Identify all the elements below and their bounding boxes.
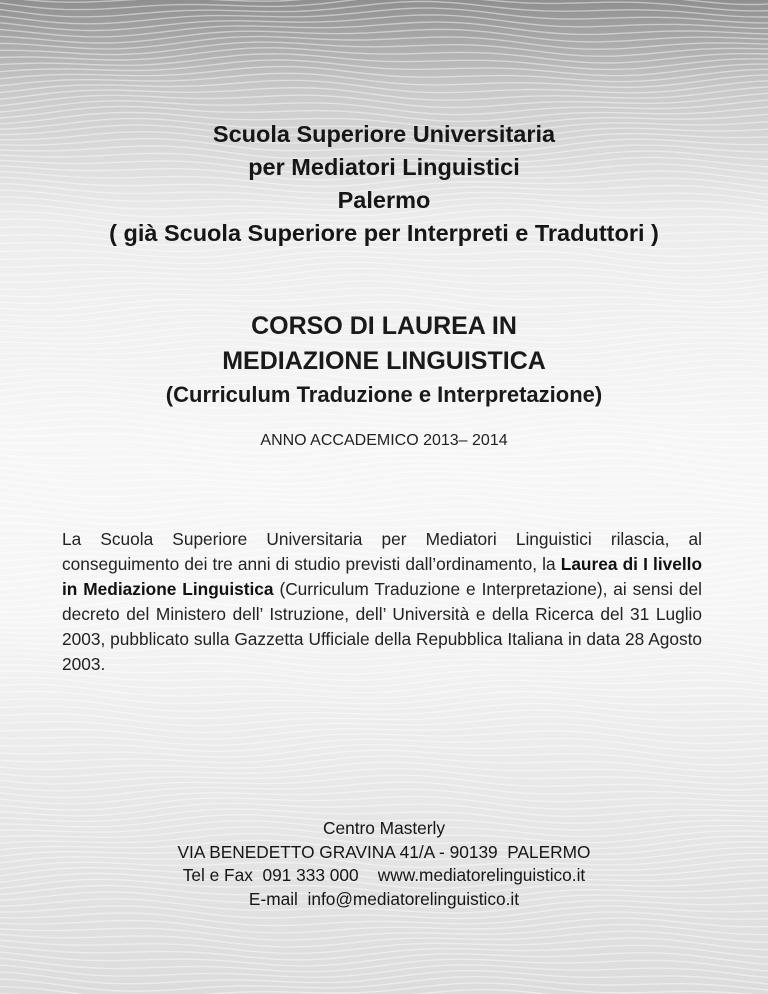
course-title bbox=[0, 309, 768, 411]
school-name-line2: per Mediatori Linguistici bbox=[248, 154, 520, 180]
paragraph-text-part2: (Curriculum Traduzione e Interpretazione), ai sensi del decreto del Ministero dell’ Istruzione, dell’ Università e della Ricerca del 31 Luglio 2003, pubblicato sulla Gazzetta Ufficiale della Repubblica Italiana in data 28 Agosto 2003. bbox=[62, 579, 702, 674]
contact-block bbox=[0, 817, 768, 911]
school-header bbox=[0, 118, 768, 250]
school-city: Palermo bbox=[337, 187, 431, 213]
course-curriculum: (Curriculum Traduzione e Interpretazione) bbox=[165, 382, 603, 407]
contact-address: VIA BENEDETTO GRAVINA 41/A - 90139 PALERMO bbox=[177, 841, 591, 862]
degree-name: Laurea di I livello in Mediazione Linguistica bbox=[62, 554, 703, 599]
school-name-line1: Scuola Superiore Universitaria bbox=[212, 121, 556, 147]
contact-email: E-mail info@mediatorelinguistico.it bbox=[248, 888, 520, 909]
course-title-line1: CORSO DI LAUREA IN bbox=[251, 312, 517, 340]
contact-phone-website: Tel e Fax 091 333 000 www.mediatorelinguistico.it bbox=[182, 865, 586, 885]
contact-name: Centro Masterly bbox=[323, 818, 445, 838]
course-title-line2: MEDIAZIONE LINGUISTICA bbox=[222, 347, 546, 375]
description-paragraph bbox=[62, 527, 702, 677]
academic-year: ANNO ACCADEMICO 2013– 2014 bbox=[260, 432, 508, 449]
paragraph-text-part1: La Scuola Superiore Universitaria per Mediatori Linguistici rilascia, al conseguimento dei tre anni di studio previsti dall’ordinamento, la bbox=[62, 529, 702, 574]
school-former-name: ( già Scuola Superiore per Interpreti e Traduttori ) bbox=[109, 220, 659, 246]
